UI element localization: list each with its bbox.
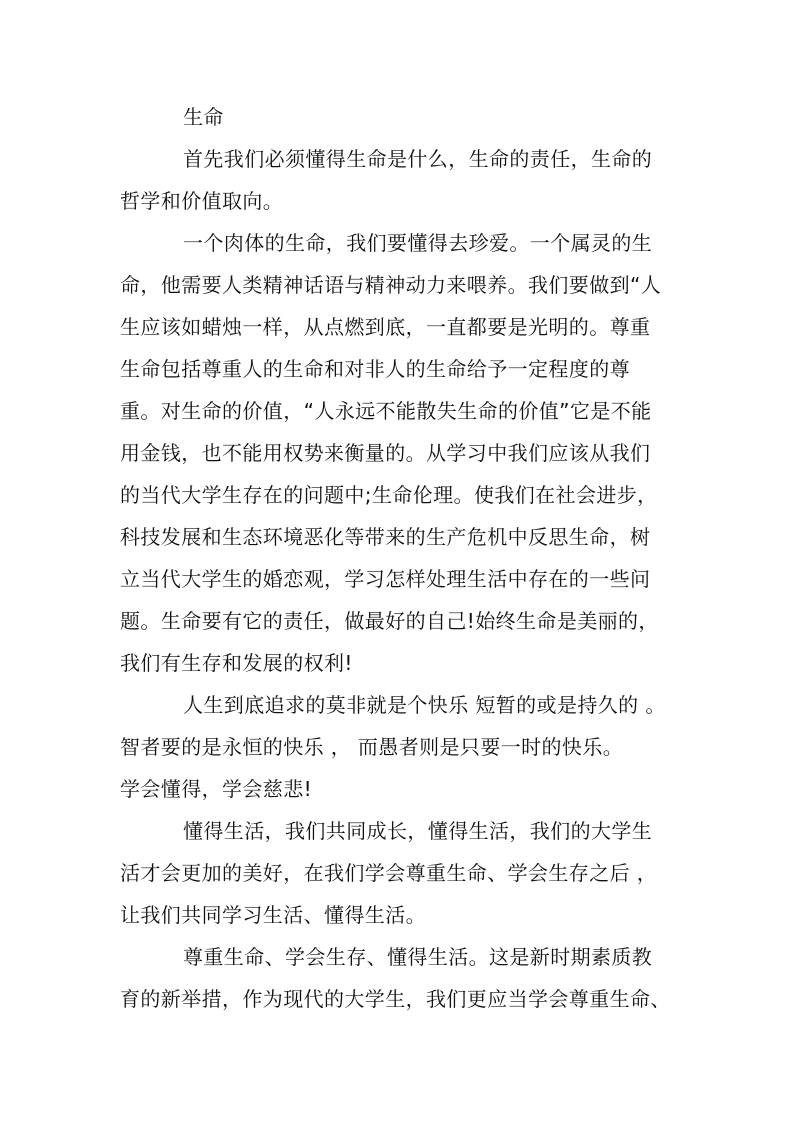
paragraph-line: 学会懂得，学会慈悲! <box>120 777 313 801</box>
paragraph-line: 生命包括尊重人的生命和对非人的生命给予一定程度的尊 <box>120 357 630 381</box>
paragraph-line: 人生到底追求的莫非就是个快乐 短暂的或是持久的 。 <box>183 693 666 717</box>
paragraph-line: 命，他需要人类精神话语与精神动力来喂养。我们要做到“人 <box>120 273 662 297</box>
paragraph-line: 哲学和价值取向。 <box>120 189 284 213</box>
paragraph-line: 首先我们必须懂得生命是什么，生命的责任，生命的 <box>183 147 653 171</box>
paragraph-line: 用金钱，也不能用权势来衡量的。从学习中我们应该从我们 <box>120 441 651 465</box>
paragraph-line: 一个肉体的生命，我们要懂得去珍爱。一个属灵的生 <box>183 231 653 255</box>
paragraph-line: 题。生命要有它的责任，做最好的自己!始终生命是美丽的， <box>120 609 659 633</box>
paragraph-line: 懂得生活，我们共同成长，懂得生活，我们的大学生 <box>183 819 653 843</box>
paragraph-line: 活才会更加的美好，在我们学会尊重生命、学会生存之后 ， <box>120 861 658 885</box>
paragraph-line: 生应该如蜡烛一样，从点燃到底，一直都要是光明的。尊重 <box>120 315 651 339</box>
paragraph-line: 立当代大学生的婚恋观，学习怎样处理生活中存在的一些问 <box>120 567 651 591</box>
paragraph-line: 重。对生命的价值，“人永远不能散失生命的价值”它是不能 <box>120 399 652 423</box>
paragraph-line: 我们有生存和发展的权利! <box>120 651 353 675</box>
paragraph-line: 尊重生命、学会生存、懂得生活。这是新时期素质教 <box>183 945 653 969</box>
document-title: 生命 <box>183 105 224 129</box>
paragraph-line: 让我们共同学习生活、懂得生活。 <box>120 903 426 927</box>
paragraph-line: 科技发展和生态环境恶化等带来的生产危机中反思生命，树 <box>120 525 651 549</box>
paragraph-line: 育的新举措，作为现代的大学生，我们更应当学会尊重生命、 <box>120 987 671 1011</box>
paragraph-line: 的当代大学生存在的问题中;生命伦理。使我们在社会进步， <box>120 483 658 507</box>
paragraph-line: 智者要的是永恒的快乐 ， 而愚者则是只要一时的快乐。 <box>120 735 624 759</box>
